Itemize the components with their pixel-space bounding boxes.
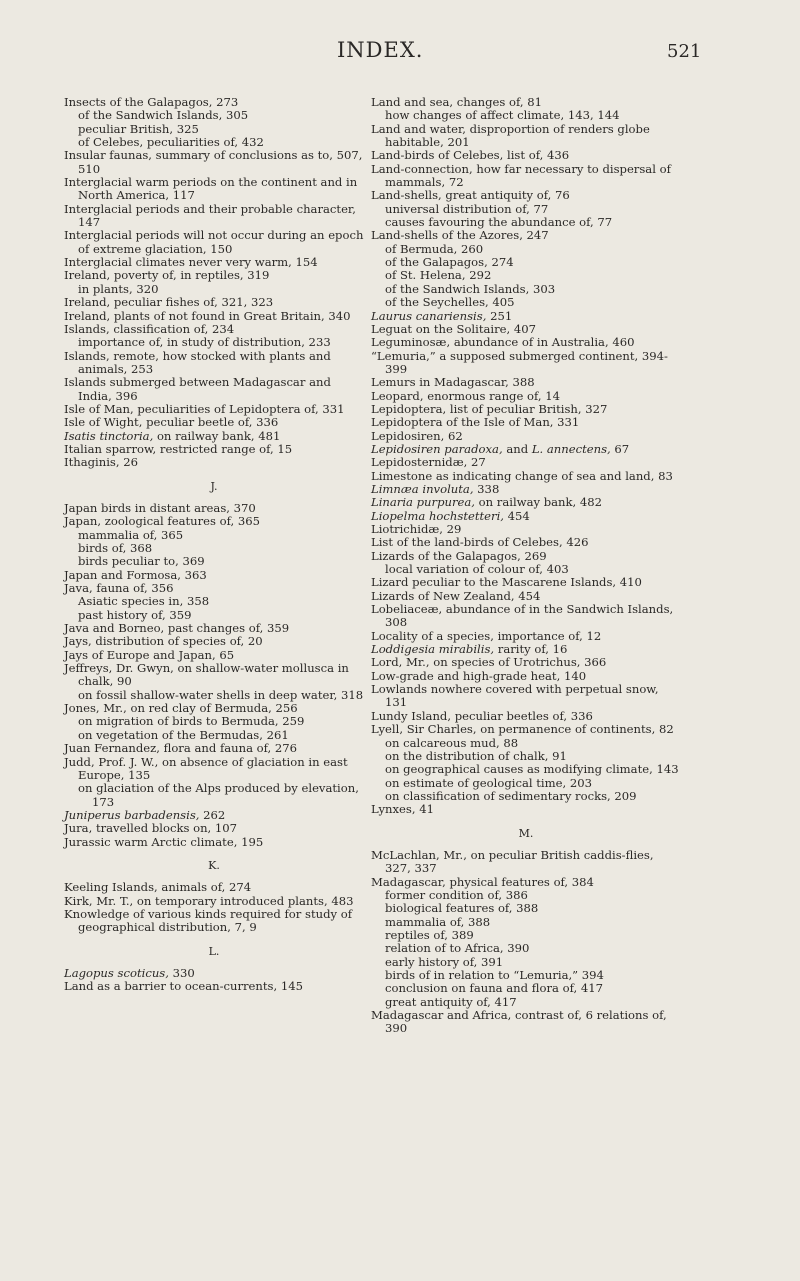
entry-text: Land as a barrier to ocean-currents, 145 bbox=[64, 979, 303, 994]
entry-text: Isle of Wight, peculiar beetle of, 336 bbox=[64, 415, 279, 430]
index-entry bbox=[64, 662, 364, 689]
entry-text: Limestone as indicating change of sea and land, 83 bbox=[371, 468, 673, 483]
entry-text: Interglacial climates never very warm, 154 bbox=[64, 255, 318, 270]
index-subentry bbox=[371, 902, 681, 915]
entry-text: Ireland, peculiar fishes of, 321, 323 bbox=[64, 295, 274, 310]
entry-text: on the distribution of chalk, 91 bbox=[385, 748, 567, 763]
entry-text: List of the land-birds of Celebes, 426 bbox=[371, 535, 589, 550]
index-subentry bbox=[64, 283, 364, 296]
entry-text: Land-shells, great antiquity of, 76 bbox=[371, 188, 570, 203]
section-letter bbox=[64, 859, 364, 872]
index-subentry bbox=[371, 203, 681, 216]
entry-text: Islands, classification of, 234 bbox=[64, 321, 235, 336]
entry-text: 67 bbox=[610, 441, 630, 456]
entry-text: Lizards of the Galapagos, 269 bbox=[371, 548, 547, 563]
entry-text: how changes of affect climate, 143, 144 bbox=[385, 108, 620, 123]
entry-text: peculiar British, 325 bbox=[78, 121, 199, 136]
entry-text: of the Seychelles, 405 bbox=[385, 295, 515, 310]
index-subentry bbox=[64, 689, 364, 702]
index-entry bbox=[371, 876, 681, 889]
italic-term: Liopelma hochstetteri, bbox=[371, 508, 504, 523]
index-subentry bbox=[64, 336, 364, 349]
entry-text: Isle of Man, peculiarities of Lepidoptera of, 331 bbox=[64, 401, 345, 416]
entry-text: Jays, distribution of species of, 20 bbox=[64, 634, 263, 649]
entry-text: Insular faunas, summary of conclusions as to, 507, 510 bbox=[64, 148, 363, 176]
entry-text: on fossil shallow-water shells in deep water, 318 bbox=[78, 687, 364, 702]
index-subentry bbox=[64, 715, 364, 728]
index-entry bbox=[64, 149, 364, 176]
index-entry bbox=[64, 96, 364, 109]
index-entry bbox=[371, 163, 681, 190]
index-entry bbox=[64, 822, 364, 835]
index-entry bbox=[64, 756, 364, 783]
index-entry bbox=[371, 376, 681, 389]
entry-text: Ithaginis, 26 bbox=[64, 455, 138, 470]
index-entry bbox=[371, 603, 681, 630]
index-subentry bbox=[64, 529, 364, 542]
entry-text: Jurassic warm Arctic climate, 195 bbox=[64, 834, 264, 849]
entry-text: reptiles of, 389 bbox=[385, 927, 474, 942]
entry-text: Interglacial periods and their probable character, 147 bbox=[64, 201, 356, 230]
index-entry bbox=[64, 502, 364, 515]
page-header bbox=[0, 38, 800, 74]
entry-text: J. bbox=[210, 479, 218, 493]
italic-term: Loddigesia mirabilis, bbox=[371, 642, 495, 657]
entry-text: Japan, zoological features of, 365 bbox=[64, 514, 261, 529]
index-subentry bbox=[371, 982, 681, 995]
index-entry bbox=[371, 670, 681, 683]
index-entry bbox=[64, 256, 364, 269]
index-subentry bbox=[64, 729, 364, 742]
entry-text: Lepidoptera of the Isle of Man, 331 bbox=[371, 415, 580, 430]
entry-text: Lepidosternidæ, 27 bbox=[371, 455, 486, 470]
page-number: 521 bbox=[667, 41, 702, 62]
entry-text: causes favouring the abundance of, 77 bbox=[385, 215, 613, 230]
index-subentry bbox=[371, 269, 681, 282]
entry-text: on vegetation of the Bermudas, 261 bbox=[78, 727, 289, 742]
index-entry bbox=[371, 96, 681, 109]
entry-text: of Celebes, peculiarities of, 432 bbox=[78, 135, 264, 150]
italic-term: Isatis tinctoria, bbox=[64, 428, 154, 443]
entry-text: on railway bank, 482 bbox=[474, 495, 603, 510]
entry-text: in plants, 320 bbox=[78, 281, 159, 296]
index-entry bbox=[371, 323, 681, 336]
entry-text: Lepidoptera, list of peculiar British, 327 bbox=[371, 401, 608, 416]
index-subentry bbox=[371, 889, 681, 902]
index-entry bbox=[371, 710, 681, 723]
index-entry bbox=[64, 582, 364, 595]
index-subentry bbox=[371, 777, 681, 790]
entry-text: Land and water, disproportion of renders globe habitable, 201 bbox=[371, 121, 650, 150]
index-entry bbox=[64, 403, 364, 416]
right-index-column bbox=[371, 96, 681, 1036]
entry-text: 338 bbox=[473, 481, 500, 496]
index-subentry bbox=[371, 790, 681, 803]
entry-text: Leopard, enormous range of, 14 bbox=[371, 388, 561, 403]
entry-text: L. bbox=[208, 944, 220, 958]
entry-text: on railway bank, 481 bbox=[153, 428, 281, 443]
entry-text: on migration of birds to Bermuda, 259 bbox=[78, 714, 305, 729]
italic-term: Lagopus scoticus, bbox=[64, 965, 169, 980]
index-entry bbox=[371, 630, 681, 643]
entry-text: Land-connection, how far necessary to dispersal of mammals, 72 bbox=[371, 161, 671, 190]
index-subentry bbox=[371, 996, 681, 1009]
index-subentry bbox=[64, 109, 364, 122]
index-entry bbox=[64, 809, 364, 822]
index-entry bbox=[371, 336, 681, 349]
entry-text: on calcareous mud, 88 bbox=[385, 735, 519, 750]
entry-text: Lowlands nowhere covered with perpetual snow, 131 bbox=[371, 682, 659, 710]
index-entry bbox=[371, 310, 681, 323]
index-subentry bbox=[371, 109, 681, 122]
entry-text: universal distribution of, 77 bbox=[385, 201, 549, 216]
index-entry bbox=[64, 203, 364, 230]
entry-text: 251 bbox=[486, 308, 513, 323]
entry-text: M. bbox=[518, 826, 534, 840]
entry-text: Land-shells of the Azores, 247 bbox=[371, 228, 549, 243]
entry-text: of Bermuda, 260 bbox=[385, 241, 484, 256]
index-subentry bbox=[64, 555, 364, 568]
index-entry bbox=[64, 649, 364, 662]
section-letter bbox=[64, 480, 364, 493]
entry-text: conclusion on fauna and flora of, 417 bbox=[385, 981, 603, 996]
index-entry bbox=[371, 576, 681, 589]
index-subentry bbox=[371, 929, 681, 942]
index-entry bbox=[371, 149, 681, 162]
entry-text: McLachlan, Mr., on peculiar British caddis-flies, 327, 337 bbox=[371, 847, 654, 876]
entry-text: 330 bbox=[168, 965, 195, 980]
entry-text: Lemurs in Madagascar, 388 bbox=[371, 375, 535, 390]
index-entry bbox=[371, 723, 681, 736]
index-entry bbox=[371, 643, 681, 656]
index-subentry bbox=[371, 243, 681, 256]
index-entry bbox=[64, 229, 364, 256]
entry-text: and bbox=[502, 441, 532, 456]
index-entry bbox=[64, 967, 364, 980]
entry-text: relation of to Africa, 390 bbox=[385, 941, 530, 956]
entry-text: Jeffreys, Dr. Gwyn, on shallow-water mollusca in chalk, 90 bbox=[64, 661, 349, 689]
entry-text: 454 bbox=[503, 508, 530, 523]
index-subentry bbox=[64, 136, 364, 149]
index-entry bbox=[371, 510, 681, 523]
index-entry bbox=[371, 470, 681, 483]
index-entry bbox=[371, 496, 681, 509]
entry-text: Lord, Mr., on species of Urotrichus, 366 bbox=[371, 655, 607, 670]
index-subentry bbox=[371, 296, 681, 309]
entry-text: mammalia of, 388 bbox=[385, 914, 491, 929]
index-subentry bbox=[371, 763, 681, 776]
index-entry bbox=[371, 523, 681, 536]
entry-text: Land-birds of Celebes, list of, 436 bbox=[371, 148, 570, 163]
index-entry bbox=[371, 803, 681, 816]
entry-text: Insects of the Galapagos, 273 bbox=[64, 95, 239, 109]
entry-text: local variation of colour of, 403 bbox=[385, 562, 569, 577]
index-entry bbox=[64, 836, 364, 849]
entry-text: on glaciation of the Alps produced by elevation, 173 bbox=[78, 781, 359, 809]
entry-text: Lobeliaceæ, abundance of in the Sandwich Islands, 308 bbox=[371, 602, 674, 630]
index-entry bbox=[64, 376, 364, 403]
index-entry bbox=[371, 229, 681, 242]
index-entry bbox=[64, 980, 364, 993]
entry-text: Ireland, poverty of, in reptiles, 319 bbox=[64, 268, 270, 283]
index-entry bbox=[371, 443, 681, 456]
entry-text: Japan birds in distant areas, 370 bbox=[64, 500, 256, 515]
index-entry bbox=[371, 590, 681, 603]
italic-term: L. annectens, bbox=[531, 441, 611, 456]
entry-text: Lynxes, 41 bbox=[371, 802, 434, 817]
entry-text: of the Galapagos, 274 bbox=[385, 255, 514, 270]
index-entry bbox=[371, 849, 681, 876]
entry-text: Interglacial periods will not occur during an epoch of extreme glaciation, 150 bbox=[64, 228, 364, 256]
index-entry bbox=[371, 1009, 681, 1036]
index-entry bbox=[64, 515, 364, 528]
index-entry bbox=[64, 443, 364, 456]
index-entry bbox=[371, 683, 681, 710]
entry-text: Keeling Islands, animals of, 274 bbox=[64, 880, 252, 895]
entry-text: 262 bbox=[199, 807, 226, 822]
index-subentry bbox=[371, 916, 681, 929]
index-entry bbox=[371, 123, 681, 150]
entry-text: Ireland, plants of not found in Great Britain, 340 bbox=[64, 308, 351, 323]
index-entry bbox=[64, 296, 364, 309]
page-title: INDEX. bbox=[337, 38, 424, 62]
entry-text: Madagascar and Africa, contrast of, 6 relations of, 390 bbox=[371, 1008, 667, 1036]
index-subentry bbox=[371, 956, 681, 969]
entry-text: Leguminosæ, abundance of in Australia, 460 bbox=[371, 335, 635, 350]
entry-text: rarity of, 16 bbox=[494, 642, 568, 657]
index-entry bbox=[371, 430, 681, 443]
index-subentry bbox=[371, 283, 681, 296]
entry-text: great antiquity of, 417 bbox=[385, 994, 517, 1009]
entry-text: Jays of Europe and Japan, 65 bbox=[64, 647, 235, 662]
index-entry bbox=[371, 390, 681, 403]
section-letter bbox=[371, 827, 681, 840]
index-subentry bbox=[64, 782, 364, 809]
entry-text: of St. Helena, 292 bbox=[385, 268, 492, 283]
index-entry bbox=[371, 656, 681, 669]
entry-text: K. bbox=[208, 858, 220, 872]
index-entry bbox=[64, 310, 364, 323]
entry-text: Italian sparrow, restricted range of, 15 bbox=[64, 441, 293, 456]
index-subentry bbox=[371, 256, 681, 269]
entry-text: Lyell, Sir Charles, on permanence of continents, 82 bbox=[371, 722, 674, 737]
entry-text: Islands submerged between Madagascar and India, 396 bbox=[64, 375, 331, 403]
entry-text: Kirk, Mr. T., on temporary introduced plants, 483 bbox=[64, 893, 354, 908]
entry-text: Java and Borneo, past changes of, 359 bbox=[64, 621, 290, 636]
index-subentry bbox=[371, 216, 681, 229]
italic-term: Linaria purpurea, bbox=[371, 495, 475, 510]
index-entry bbox=[371, 403, 681, 416]
index-entry bbox=[64, 416, 364, 429]
index-entry bbox=[64, 908, 364, 935]
entry-text: past history of, 359 bbox=[78, 607, 192, 622]
index-entry bbox=[371, 536, 681, 549]
index-entry bbox=[64, 269, 364, 282]
entry-text: Lundy Island, peculiar beetles of, 336 bbox=[371, 708, 593, 723]
entry-text: Lizard peculiar to the Mascarene Islands, 410 bbox=[371, 575, 642, 590]
entry-text: Land and sea, changes of, 81 bbox=[371, 95, 543, 109]
index-entry bbox=[64, 622, 364, 635]
entry-text: Judd, Prof. J. W., on absence of glaciation in east Europe, 135 bbox=[64, 754, 348, 782]
entry-text: birds peculiar to, 369 bbox=[78, 554, 205, 569]
index-entry bbox=[371, 550, 681, 563]
index-entry bbox=[64, 176, 364, 203]
entry-text: Leguat on the Solitaire, 407 bbox=[371, 321, 537, 336]
entry-text: mammalia of, 365 bbox=[78, 527, 184, 542]
index-entry bbox=[64, 569, 364, 582]
index-subentry bbox=[64, 609, 364, 622]
entry-text: Java, fauna of, 356 bbox=[64, 581, 174, 596]
italic-term: Juniperus barbadensis, bbox=[64, 807, 200, 822]
index-entry bbox=[64, 350, 364, 377]
entry-text: on geographical causes as modifying climate, 143 bbox=[385, 762, 679, 777]
entry-text: on estimate of geological time, 203 bbox=[385, 775, 592, 790]
entry-text: Islands, remote, how stocked with plants and animals, 253 bbox=[64, 348, 331, 376]
index-subentry bbox=[64, 542, 364, 555]
italic-term: Laurus canariensis, bbox=[371, 308, 487, 323]
index-entry bbox=[371, 350, 681, 377]
index-subentry bbox=[64, 123, 364, 136]
entry-text: Japan and Formosa, 363 bbox=[64, 567, 207, 582]
index-entry bbox=[64, 742, 364, 755]
entry-text: of the Sandwich Islands, 303 bbox=[385, 281, 556, 296]
entry-text: “Lemuria,” a supposed submerged continent, 394-399 bbox=[371, 348, 668, 376]
entry-text: Liotrichidæ, 29 bbox=[371, 522, 462, 536]
index-entry bbox=[64, 456, 364, 469]
section-letter bbox=[64, 945, 364, 958]
entry-text: Jura, travelled blocks on, 107 bbox=[64, 821, 238, 836]
entry-text: biological features of, 388 bbox=[385, 901, 539, 916]
entry-text: importance of, in study of distribution, 233 bbox=[78, 335, 331, 350]
entry-text: Low-grade and high-grade heat, 140 bbox=[371, 668, 587, 683]
entry-text: birds of in relation to “Lemuria,” 394 bbox=[385, 968, 604, 982]
italic-term: Lepidosiren paradoxa, bbox=[371, 441, 503, 456]
index-subentry bbox=[64, 595, 364, 608]
italic-term: Limnæa involuta, bbox=[371, 481, 474, 496]
index-subentry bbox=[371, 969, 681, 982]
left-index-column bbox=[64, 96, 364, 994]
index-subentry bbox=[371, 942, 681, 955]
index-subentry bbox=[371, 750, 681, 763]
entry-text: Knowledge of various kinds required for study of geographical distribution, 7, 9 bbox=[64, 906, 353, 935]
index-subentry bbox=[371, 563, 681, 576]
index-entry bbox=[64, 881, 364, 894]
entry-text: former condition of, 386 bbox=[385, 887, 528, 902]
entry-text: Locality of a species, importance of, 12 bbox=[371, 628, 602, 643]
entry-text: Lizards of New Zealand, 454 bbox=[371, 588, 541, 603]
entry-text: Juan Fernandez, flora and fauna of, 276 bbox=[64, 741, 298, 756]
entry-text: Madagascar, physical features of, 384 bbox=[371, 874, 594, 889]
index-entry bbox=[371, 416, 681, 429]
index-entry bbox=[371, 189, 681, 202]
index-entry bbox=[64, 635, 364, 648]
entry-text: Jones, Mr., on red clay of Bermuda, 256 bbox=[64, 701, 298, 716]
index-subentry bbox=[371, 737, 681, 750]
index-entry bbox=[64, 430, 364, 443]
entry-text: early history of, 391 bbox=[385, 954, 504, 969]
entry-text: Lepidosiren, 62 bbox=[371, 428, 463, 443]
index-entry bbox=[64, 323, 364, 336]
entry-text: of the Sandwich Islands, 305 bbox=[78, 108, 249, 123]
entry-text: birds of, 368 bbox=[78, 541, 153, 555]
entry-text: Interglacial warm periods on the continent and in North America, 117 bbox=[64, 175, 358, 203]
index-entry bbox=[64, 702, 364, 715]
index-entry bbox=[371, 483, 681, 496]
index-entry bbox=[64, 895, 364, 908]
entry-text: Asiatic species in, 358 bbox=[78, 594, 210, 609]
index-entry bbox=[371, 456, 681, 469]
entry-text: on classification of sedimentary rocks, 209 bbox=[385, 788, 637, 803]
